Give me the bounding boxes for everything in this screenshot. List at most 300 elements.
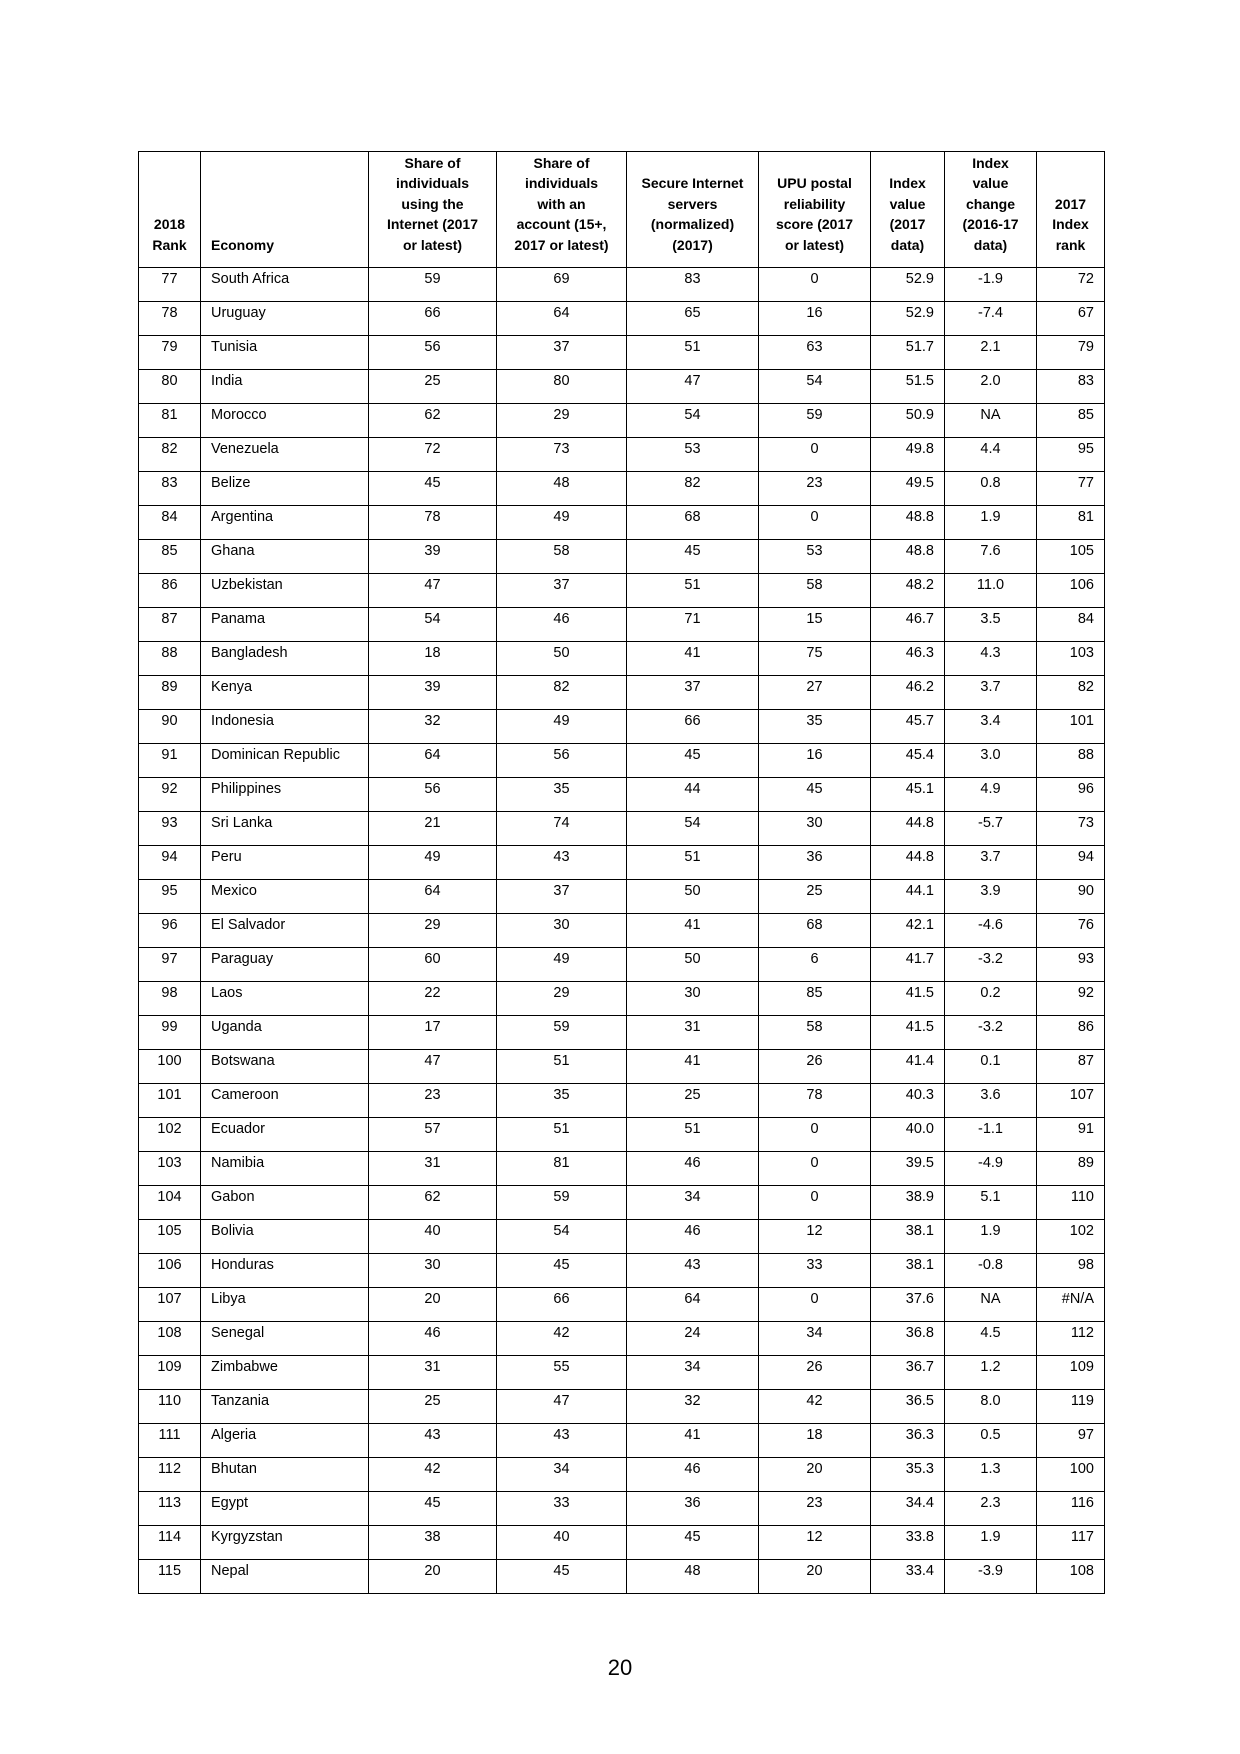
cell-index-value: 41.5 — [871, 1016, 945, 1050]
cell-index-change: NA — [945, 1288, 1037, 1322]
cell-account-share: 45 — [497, 1254, 627, 1288]
table-row — [139, 1118, 1105, 1152]
cell-upu-postal: 6 — [759, 948, 871, 982]
cell-index-value: 51.7 — [871, 336, 945, 370]
cell-index-change: 4.4 — [945, 438, 1037, 472]
cell-rank-2017: 117 — [1037, 1526, 1105, 1560]
cell-rank-2017: 108 — [1037, 1560, 1105, 1594]
cell-rank-2017: 97 — [1037, 1424, 1105, 1458]
cell-economy: Uzbekistan — [201, 574, 369, 608]
cell-account-share: 59 — [497, 1186, 627, 1220]
cell-index-change: NA — [945, 404, 1037, 438]
cell-internet-share: 64 — [369, 880, 497, 914]
cell-upu-postal: 45 — [759, 778, 871, 812]
header-secure-servers: Secure Internet servers (normalized) (2017) — [627, 152, 759, 268]
cell-rank-2017: 105 — [1037, 540, 1105, 574]
cell-rank-2017: 77 — [1037, 472, 1105, 506]
cell-index-change: -5.7 — [945, 812, 1037, 846]
cell-rank-2017: 112 — [1037, 1322, 1105, 1356]
page-number: 20 — [607, 1655, 633, 1680]
cell-index-change: 3.5 — [945, 608, 1037, 642]
table-row — [139, 744, 1105, 778]
cell-upu-postal: 25 — [759, 880, 871, 914]
cell-index-change: 7.6 — [945, 540, 1037, 574]
cell-economy: Paraguay — [201, 948, 369, 982]
cell-upu-postal: 0 — [759, 1152, 871, 1186]
cell-internet-share: 39 — [369, 676, 497, 710]
cell-rank-2018: 110 — [139, 1390, 201, 1424]
cell-index-value: 50.9 — [871, 404, 945, 438]
cell-rank-2017: 67 — [1037, 302, 1105, 336]
cell-index-change: 1.9 — [945, 1220, 1037, 1254]
cell-upu-postal: 0 — [759, 1288, 871, 1322]
cell-secure-servers: 41 — [627, 914, 759, 948]
cell-index-value: 33.8 — [871, 1526, 945, 1560]
cell-index-change: -3.9 — [945, 1560, 1037, 1594]
cell-secure-servers: 51 — [627, 574, 759, 608]
cell-upu-postal: 18 — [759, 1424, 871, 1458]
cell-index-change: 3.6 — [945, 1084, 1037, 1118]
cell-internet-share: 42 — [369, 1458, 497, 1492]
cell-rank-2018: 100 — [139, 1050, 201, 1084]
cell-index-change: -3.2 — [945, 948, 1037, 982]
cell-upu-postal: 68 — [759, 914, 871, 948]
cell-index-value: 41.7 — [871, 948, 945, 982]
cell-secure-servers: 34 — [627, 1186, 759, 1220]
cell-internet-share: 59 — [369, 268, 497, 302]
table-row — [139, 540, 1105, 574]
cell-secure-servers: 64 — [627, 1288, 759, 1322]
cell-index-value: 41.5 — [871, 982, 945, 1016]
cell-upu-postal: 53 — [759, 540, 871, 574]
cell-rank-2017: 83 — [1037, 370, 1105, 404]
cell-economy: Laos — [201, 982, 369, 1016]
cell-index-change: -4.9 — [945, 1152, 1037, 1186]
cell-upu-postal: 15 — [759, 608, 871, 642]
cell-rank-2018: 112 — [139, 1458, 201, 1492]
table-row — [139, 506, 1105, 540]
table-row — [139, 812, 1105, 846]
cell-internet-share: 64 — [369, 744, 497, 778]
cell-upu-postal: 54 — [759, 370, 871, 404]
cell-rank-2017: 94 — [1037, 846, 1105, 880]
cell-secure-servers: 68 — [627, 506, 759, 540]
cell-index-value: 33.4 — [871, 1560, 945, 1594]
table-row — [139, 1016, 1105, 1050]
cell-index-change: -7.4 — [945, 302, 1037, 336]
table-row — [139, 642, 1105, 676]
cell-economy: Uruguay — [201, 302, 369, 336]
cell-internet-share: 30 — [369, 1254, 497, 1288]
table-row — [139, 982, 1105, 1016]
cell-economy: Cameroon — [201, 1084, 369, 1118]
cell-economy: Morocco — [201, 404, 369, 438]
cell-internet-share: 25 — [369, 370, 497, 404]
cell-rank-2018: 96 — [139, 914, 201, 948]
table-row — [139, 1186, 1105, 1220]
header-rank-2017: 2017 Index rank — [1037, 152, 1105, 268]
cell-upu-postal: 20 — [759, 1560, 871, 1594]
cell-account-share: 37 — [497, 574, 627, 608]
cell-upu-postal: 63 — [759, 336, 871, 370]
table-row — [139, 302, 1105, 336]
cell-economy: Senegal — [201, 1322, 369, 1356]
cell-internet-share: 32 — [369, 710, 497, 744]
cell-rank-2018: 84 — [139, 506, 201, 540]
cell-secure-servers: 25 — [627, 1084, 759, 1118]
cell-rank-2018: 87 — [139, 608, 201, 642]
cell-index-change: -4.6 — [945, 914, 1037, 948]
cell-rank-2017: 82 — [1037, 676, 1105, 710]
cell-rank-2017: 119 — [1037, 1390, 1105, 1424]
cell-rank-2017: 88 — [1037, 744, 1105, 778]
cell-internet-share: 43 — [369, 1424, 497, 1458]
cell-rank-2017: 73 — [1037, 812, 1105, 846]
cell-secure-servers: 51 — [627, 336, 759, 370]
cell-index-change: 1.2 — [945, 1356, 1037, 1390]
cell-index-value: 37.6 — [871, 1288, 945, 1322]
header-account-share: Share of individuals with an account (15+, 2017 or latest) — [497, 152, 627, 268]
cell-economy: Ghana — [201, 540, 369, 574]
cell-economy: Gabon — [201, 1186, 369, 1220]
cell-index-change: 2.0 — [945, 370, 1037, 404]
cell-internet-share: 23 — [369, 1084, 497, 1118]
cell-account-share: 74 — [497, 812, 627, 846]
cell-index-value: 35.3 — [871, 1458, 945, 1492]
cell-secure-servers: 41 — [627, 1424, 759, 1458]
cell-secure-servers: 83 — [627, 268, 759, 302]
cell-index-change: 11.0 — [945, 574, 1037, 608]
table-header — [139, 152, 1105, 268]
cell-upu-postal: 0 — [759, 506, 871, 540]
cell-index-change: 3.7 — [945, 846, 1037, 880]
table-row — [139, 710, 1105, 744]
cell-secure-servers: 82 — [627, 472, 759, 506]
cell-internet-share: 46 — [369, 1322, 497, 1356]
table-row — [139, 1084, 1105, 1118]
cell-economy: Botswana — [201, 1050, 369, 1084]
cell-index-value: 48.8 — [871, 506, 945, 540]
cell-rank-2018: 93 — [139, 812, 201, 846]
cell-index-change: 8.0 — [945, 1390, 1037, 1424]
cell-rank-2017: 95 — [1037, 438, 1105, 472]
cell-index-value: 49.8 — [871, 438, 945, 472]
cell-secure-servers: 54 — [627, 404, 759, 438]
cell-economy: Kenya — [201, 676, 369, 710]
cell-upu-postal: 85 — [759, 982, 871, 1016]
cell-account-share: 49 — [497, 948, 627, 982]
cell-account-share: 30 — [497, 914, 627, 948]
cell-account-share: 66 — [497, 1288, 627, 1322]
cell-index-change: 4.9 — [945, 778, 1037, 812]
cell-account-share: 37 — [497, 336, 627, 370]
cell-rank-2018: 111 — [139, 1424, 201, 1458]
cell-index-value: 51.5 — [871, 370, 945, 404]
cell-index-value: 44.8 — [871, 846, 945, 880]
cell-upu-postal: 12 — [759, 1526, 871, 1560]
cell-secure-servers: 50 — [627, 948, 759, 982]
cell-economy: Bangladesh — [201, 642, 369, 676]
cell-rank-2018: 83 — [139, 472, 201, 506]
cell-index-change: 0.8 — [945, 472, 1037, 506]
cell-rank-2018: 103 — [139, 1152, 201, 1186]
cell-economy: South Africa — [201, 268, 369, 302]
cell-internet-share: 62 — [369, 1186, 497, 1220]
cell-upu-postal: 58 — [759, 1016, 871, 1050]
cell-account-share: 51 — [497, 1050, 627, 1084]
cell-account-share: 50 — [497, 642, 627, 676]
cell-index-value: 46.3 — [871, 642, 945, 676]
cell-index-change: 1.9 — [945, 1526, 1037, 1560]
table-row — [139, 1356, 1105, 1390]
cell-rank-2018: 94 — [139, 846, 201, 880]
cell-upu-postal: 75 — [759, 642, 871, 676]
cell-index-change: 2.3 — [945, 1492, 1037, 1526]
cell-upu-postal: 36 — [759, 846, 871, 880]
cell-index-value: 44.1 — [871, 880, 945, 914]
cell-index-value: 42.1 — [871, 914, 945, 948]
cell-account-share: 58 — [497, 540, 627, 574]
table-row — [139, 574, 1105, 608]
cell-rank-2018: 89 — [139, 676, 201, 710]
cell-index-value: 34.4 — [871, 1492, 945, 1526]
table-row — [139, 1050, 1105, 1084]
cell-economy: Egypt — [201, 1492, 369, 1526]
table-row — [139, 1390, 1105, 1424]
cell-index-value: 36.8 — [871, 1322, 945, 1356]
cell-internet-share: 62 — [369, 404, 497, 438]
cell-rank-2018: 97 — [139, 948, 201, 982]
cell-rank-2017: 87 — [1037, 1050, 1105, 1084]
header-index-value: Index value (2017 data) — [871, 152, 945, 268]
cell-rank-2018: 85 — [139, 540, 201, 574]
cell-rank-2017: 98 — [1037, 1254, 1105, 1288]
cell-secure-servers: 41 — [627, 1050, 759, 1084]
cell-index-value: 45.1 — [871, 778, 945, 812]
cell-internet-share: 49 — [369, 846, 497, 880]
cell-internet-share: 25 — [369, 1390, 497, 1424]
cell-internet-share: 20 — [369, 1560, 497, 1594]
table-row — [139, 1526, 1105, 1560]
cell-economy: Bhutan — [201, 1458, 369, 1492]
cell-index-value: 41.4 — [871, 1050, 945, 1084]
table-row — [139, 1288, 1105, 1322]
cell-rank-2017: 85 — [1037, 404, 1105, 438]
cell-index-value: 40.3 — [871, 1084, 945, 1118]
cell-index-change: 3.0 — [945, 744, 1037, 778]
table-row — [139, 268, 1105, 302]
cell-secure-servers: 47 — [627, 370, 759, 404]
cell-account-share: 35 — [497, 778, 627, 812]
cell-rank-2018: 108 — [139, 1322, 201, 1356]
cell-account-share: 56 — [497, 744, 627, 778]
cell-upu-postal: 0 — [759, 1186, 871, 1220]
cell-rank-2018: 88 — [139, 642, 201, 676]
cell-economy: Ecuador — [201, 1118, 369, 1152]
cell-rank-2018: 86 — [139, 574, 201, 608]
cell-secure-servers: 45 — [627, 1526, 759, 1560]
cell-rank-2017: 93 — [1037, 948, 1105, 982]
cell-account-share: 37 — [497, 880, 627, 914]
cell-rank-2017: 92 — [1037, 982, 1105, 1016]
cell-rank-2018: 109 — [139, 1356, 201, 1390]
cell-upu-postal: 12 — [759, 1220, 871, 1254]
cell-internet-share: 78 — [369, 506, 497, 540]
cell-rank-2018: 79 — [139, 336, 201, 370]
cell-upu-postal: 26 — [759, 1050, 871, 1084]
cell-economy: Argentina — [201, 506, 369, 540]
cell-account-share: 59 — [497, 1016, 627, 1050]
cell-economy: Tunisia — [201, 336, 369, 370]
cell-index-value: 40.0 — [871, 1118, 945, 1152]
cell-rank-2018: 102 — [139, 1118, 201, 1152]
cell-secure-servers: 71 — [627, 608, 759, 642]
cell-secure-servers: 31 — [627, 1016, 759, 1050]
cell-secure-servers: 37 — [627, 676, 759, 710]
cell-rank-2018: 106 — [139, 1254, 201, 1288]
header-row — [139, 152, 1105, 268]
cell-upu-postal: 0 — [759, 1118, 871, 1152]
cell-index-value: 38.1 — [871, 1254, 945, 1288]
cell-account-share: 81 — [497, 1152, 627, 1186]
cell-rank-2017: 102 — [1037, 1220, 1105, 1254]
cell-rank-2018: 114 — [139, 1526, 201, 1560]
cell-index-value: 48.8 — [871, 540, 945, 574]
header-internet-share: Share of individuals using the Internet (2017 or latest) — [369, 152, 497, 268]
cell-internet-share: 31 — [369, 1356, 497, 1390]
table-row — [139, 336, 1105, 370]
cell-secure-servers: 43 — [627, 1254, 759, 1288]
cell-index-change: 0.2 — [945, 982, 1037, 1016]
cell-index-value: 49.5 — [871, 472, 945, 506]
cell-internet-share: 29 — [369, 914, 497, 948]
cell-secure-servers: 44 — [627, 778, 759, 812]
cell-internet-share: 45 — [369, 472, 497, 506]
cell-rank-2018: 81 — [139, 404, 201, 438]
cell-index-value: 52.9 — [871, 302, 945, 336]
header-rank-2018: 2018 Rank — [139, 152, 201, 268]
cell-index-change: 3.7 — [945, 676, 1037, 710]
cell-rank-2017: #N/A — [1037, 1288, 1105, 1322]
cell-rank-2018: 82 — [139, 438, 201, 472]
cell-secure-servers: 45 — [627, 744, 759, 778]
cell-internet-share: 40 — [369, 1220, 497, 1254]
cell-rank-2018: 92 — [139, 778, 201, 812]
cell-economy: India — [201, 370, 369, 404]
cell-account-share: 40 — [497, 1526, 627, 1560]
cell-internet-share: 39 — [369, 540, 497, 574]
cell-upu-postal: 30 — [759, 812, 871, 846]
cell-rank-2017: 72 — [1037, 268, 1105, 302]
cell-upu-postal: 16 — [759, 744, 871, 778]
cell-account-share: 64 — [497, 302, 627, 336]
table-row — [139, 1424, 1105, 1458]
cell-account-share: 82 — [497, 676, 627, 710]
cell-upu-postal: 23 — [759, 1492, 871, 1526]
cell-account-share: 48 — [497, 472, 627, 506]
cell-economy: Mexico — [201, 880, 369, 914]
cell-rank-2018: 105 — [139, 1220, 201, 1254]
cell-rank-2017: 76 — [1037, 914, 1105, 948]
cell-upu-postal: 20 — [759, 1458, 871, 1492]
cell-account-share: 49 — [497, 710, 627, 744]
cell-index-value: 46.7 — [871, 608, 945, 642]
cell-internet-share: 57 — [369, 1118, 497, 1152]
cell-economy: Sri Lanka — [201, 812, 369, 846]
cell-index-value: 36.5 — [871, 1390, 945, 1424]
cell-index-value: 38.9 — [871, 1186, 945, 1220]
cell-index-change: 0.5 — [945, 1424, 1037, 1458]
cell-internet-share: 56 — [369, 778, 497, 812]
header-economy: Economy — [201, 152, 369, 268]
cell-index-change: 3.4 — [945, 710, 1037, 744]
cell-internet-share: 22 — [369, 982, 497, 1016]
cell-economy: Belize — [201, 472, 369, 506]
cell-account-share: 45 — [497, 1560, 627, 1594]
cell-index-change: -0.8 — [945, 1254, 1037, 1288]
cell-rank-2017: 101 — [1037, 710, 1105, 744]
cell-account-share: 29 — [497, 982, 627, 1016]
cell-rank-2018: 104 — [139, 1186, 201, 1220]
cell-secure-servers: 51 — [627, 846, 759, 880]
table-row — [139, 676, 1105, 710]
cell-index-value: 38.1 — [871, 1220, 945, 1254]
cell-economy: Nepal — [201, 1560, 369, 1594]
cell-index-value: 48.2 — [871, 574, 945, 608]
cell-index-change: 1.9 — [945, 506, 1037, 540]
cell-account-share: 46 — [497, 608, 627, 642]
header-upu-postal: UPU postal reliability score (2017 or latest) — [759, 152, 871, 268]
cell-index-change: 0.1 — [945, 1050, 1037, 1084]
table-row — [139, 370, 1105, 404]
cell-upu-postal: 58 — [759, 574, 871, 608]
cell-secure-servers: 34 — [627, 1356, 759, 1390]
cell-index-change: -3.2 — [945, 1016, 1037, 1050]
cell-economy: Zimbabwe — [201, 1356, 369, 1390]
cell-internet-share: 56 — [369, 336, 497, 370]
cell-index-change: -1.9 — [945, 268, 1037, 302]
cell-upu-postal: 78 — [759, 1084, 871, 1118]
cell-index-value: 39.5 — [871, 1152, 945, 1186]
cell-secure-servers: 36 — [627, 1492, 759, 1526]
cell-economy: Tanzania — [201, 1390, 369, 1424]
cell-rank-2018: 113 — [139, 1492, 201, 1526]
cell-rank-2018: 115 — [139, 1560, 201, 1594]
cell-index-value: 52.9 — [871, 268, 945, 302]
cell-secure-servers: 53 — [627, 438, 759, 472]
cell-rank-2017: 90 — [1037, 880, 1105, 914]
cell-economy: Venezuela — [201, 438, 369, 472]
cell-account-share: 80 — [497, 370, 627, 404]
cell-index-value: 44.8 — [871, 812, 945, 846]
cell-upu-postal: 34 — [759, 1322, 871, 1356]
cell-upu-postal: 0 — [759, 438, 871, 472]
cell-rank-2018: 98 — [139, 982, 201, 1016]
cell-rank-2017: 106 — [1037, 574, 1105, 608]
cell-rank-2017: 91 — [1037, 1118, 1105, 1152]
cell-upu-postal: 33 — [759, 1254, 871, 1288]
cell-rank-2018: 99 — [139, 1016, 201, 1050]
cell-internet-share: 47 — [369, 574, 497, 608]
cell-rank-2017: 107 — [1037, 1084, 1105, 1118]
table-row — [139, 1492, 1105, 1526]
cell-economy: Panama — [201, 608, 369, 642]
cell-index-value: 36.3 — [871, 1424, 945, 1458]
cell-internet-share: 18 — [369, 642, 497, 676]
cell-account-share: 42 — [497, 1322, 627, 1356]
cell-rank-2017: 86 — [1037, 1016, 1105, 1050]
cell-rank-2017: 96 — [1037, 778, 1105, 812]
